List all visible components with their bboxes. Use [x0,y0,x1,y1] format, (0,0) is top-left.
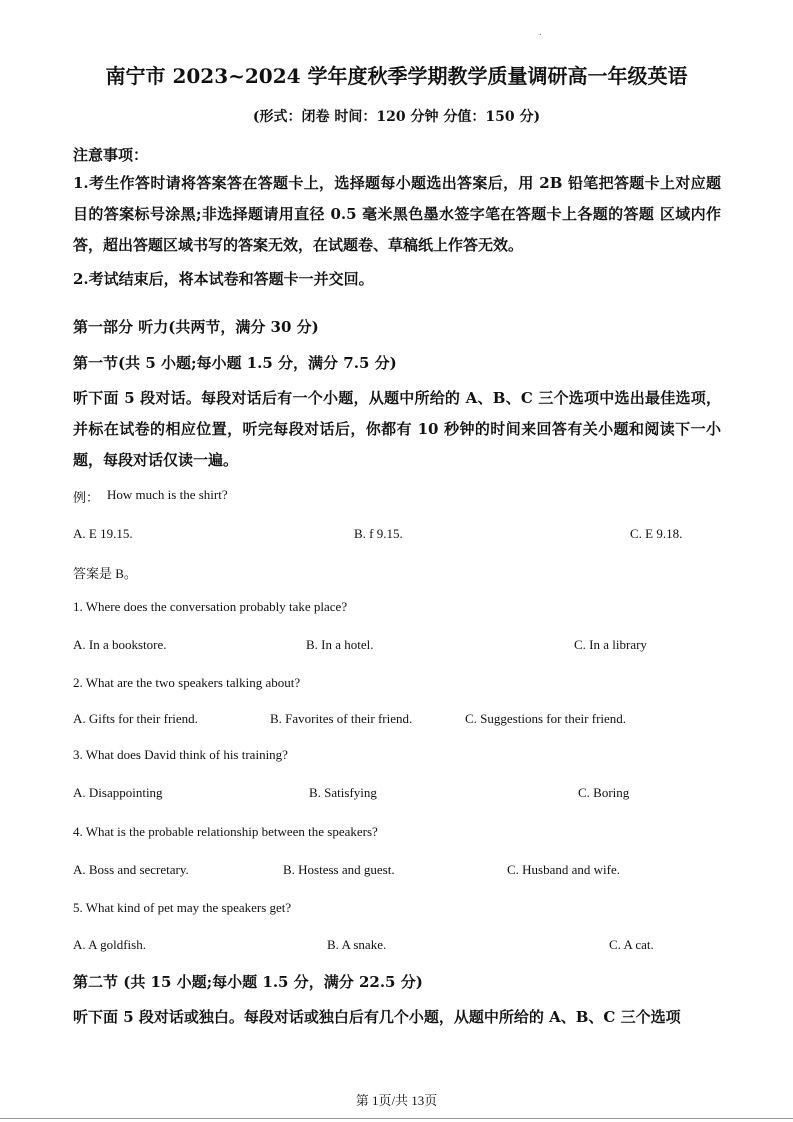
question-5-option-c: C. A cat. [609,937,654,952]
footer-divider [0,1118,793,1119]
question-1-option-b: B. In a hotel. [306,637,374,652]
question-3-option-a: A. Disappointing [73,785,163,800]
question-4-option-c: C. Husband and wife. [507,862,621,877]
exam-info: (形式：闭卷 时间：120 分钟 分值：150 分) [252,109,541,125]
example-label: 例： [73,490,100,505]
question-3-option-c: C. Boring [578,785,630,800]
question-1-option-c: C. In a library [574,637,647,652]
question-4-option-a: A. Boss and secretary. [73,862,189,877]
question-2: 2. What are the two speakers talking about? [73,675,301,690]
question-4: 4. What is the probable relationship between the speakers? [73,824,378,839]
question-2-option-a: A. Gifts for their friend. [73,711,198,726]
question-1: 1. Where does the conversation probably take place? [73,599,348,614]
example-option-a: A. E 19.15. [73,526,133,541]
notice-item-1: 1.考生作答时请将答案答在答题卡上，选择题每小题选出答案后，用 2B 铅笔把答题卡上对应题目的答案标号涂黑;非选择题请用直径 0.5 毫米黑色墨水签字笔在答题卡上各题的答题 区域内作答，超出答题区域书写的答案无效，在试题卷、草稿纸上作答无效。 [73,174,721,254]
question-3-option-b: B. Satisfying [309,785,377,800]
part1-heading: 第一部分 听力(共两节，满分 30 分) [73,318,319,336]
question-2-option-b: B. Favorites of their friend. [270,711,413,726]
question-2-option-c: C. Suggestions for their friend. [465,711,627,726]
section2-heading: 第二节 (共 15 小题;每小题 1.5 分，满分 22.5 分) [73,973,423,991]
page-number: 第 1页/共 13页 [355,1093,438,1108]
question-1-option-a: A. In a bookstore. [73,637,167,652]
question-3: 3. What does David think of his training? [73,747,288,762]
section2-instructions: 听下面 5 段对话或独白。每段对话或独白后有几个小题，从题中所给的 A、B、C 三个选项 [73,1008,681,1026]
scan-dot: . [539,28,542,37]
section1-heading: 第一节(共 5 小题;每小题 1.5 分，满分 7.5 分) [73,354,397,372]
example-question: How much is the shirt? [107,487,228,502]
question-5: 5. What kind of pet may the speakers get? [73,900,292,915]
question-5-option-b: B. A snake. [327,937,387,952]
notice-item-2: 2.考试结束后，将本试卷和答题卡一并交回。 [73,270,374,288]
section1-instructions: 听下面 5 段对话。每段对话后有一个小题，从题中所给的 A、B、C 三个选项中选出最佳选项，并标在试卷的相应位置，听完每段对话后，你都有 10 秒钟的时间来回答有关小题和阅读下一小题，每段对话仅读一遍。 [73,389,721,469]
example-option-c: C. E 9.18. [630,526,683,541]
question-5-option-a: A. A goldfish. [73,937,146,952]
page-title: 南宁市 2023~2024 学年度秋季学期教学质量调研高一年级英语 [105,64,688,88]
example-option-b: B. f 9.15. [354,526,403,541]
example-answer: 答案是 B。 [73,566,137,581]
notice-heading: 注意事项： [73,146,149,164]
question-4-option-b: B. Hostess and guest. [283,862,395,877]
